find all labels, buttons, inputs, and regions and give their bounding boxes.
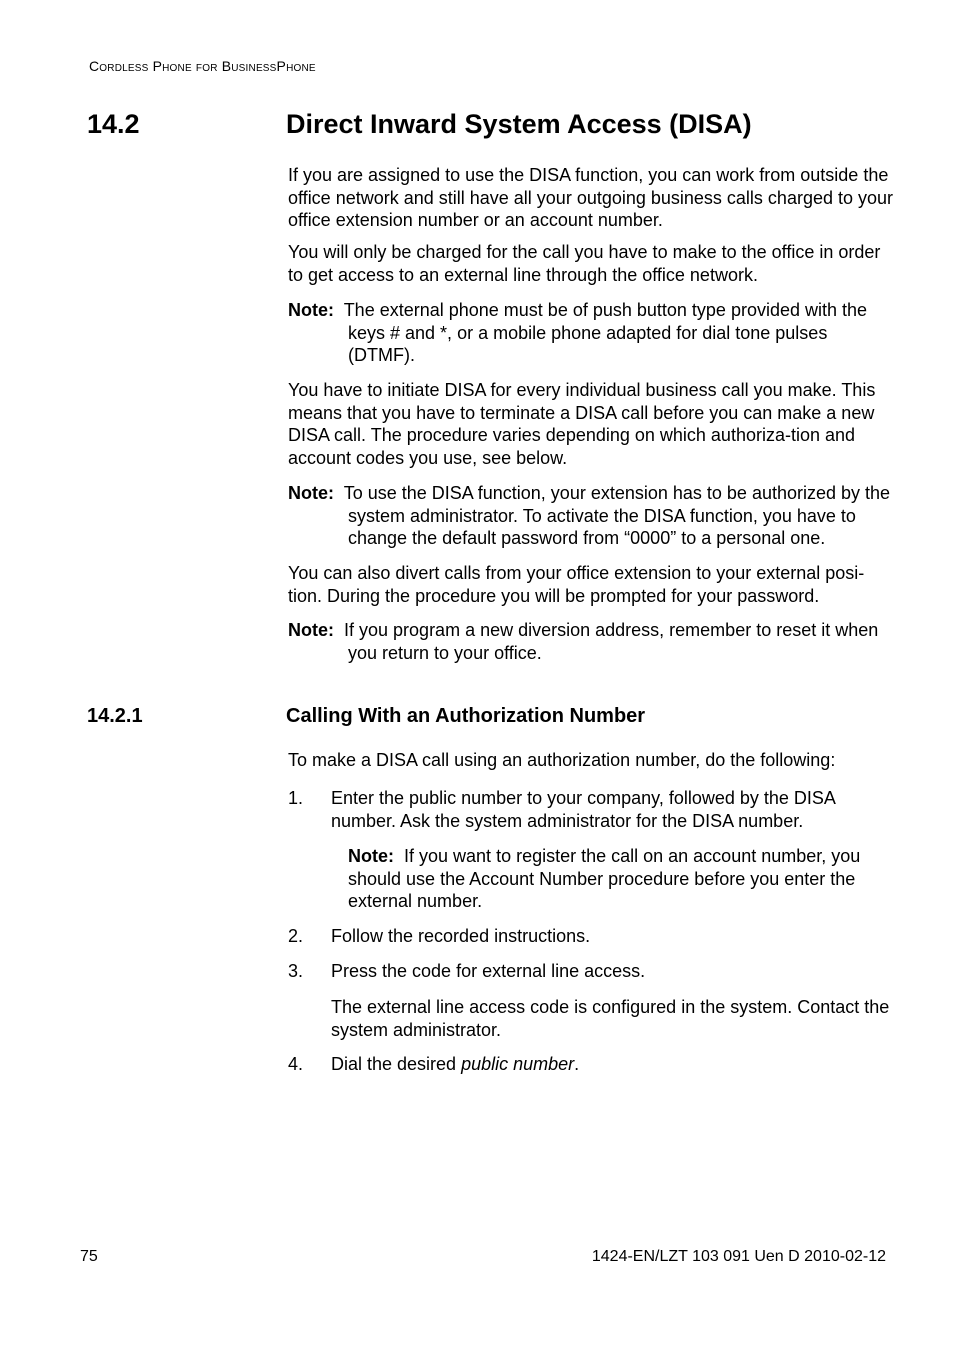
note-label: Note: xyxy=(348,846,394,866)
section-number: 14.2 xyxy=(87,109,140,139)
paragraph-text: If you are assigned to use the DISA function, you can work from outside the office network and still have all your outgoing business calls charged to your office extension number or an account number. xyxy=(288,165,894,230)
note-label: Note: xyxy=(288,483,334,503)
note-text: If you program a new diversion address, remember to reset it when you return to your office. xyxy=(344,620,879,663)
note-text: If you want to register the call on an account number, you should use the Account Number procedure before you enter the external number. xyxy=(348,846,861,911)
paragraph xyxy=(288,379,896,469)
paragraph-text: You can also divert calls from your office extension to your external posi-tion. During the procedure you will be prompted for your password. xyxy=(288,563,865,606)
note xyxy=(288,619,896,664)
paragraph xyxy=(288,164,896,232)
document-id: 1424-EN/LZT 103 091 Uen D 2010-02-12 xyxy=(591,1248,886,1265)
paragraph xyxy=(288,562,896,607)
paragraph xyxy=(288,241,896,286)
step-text xyxy=(331,1053,896,1076)
step-note xyxy=(348,845,896,913)
step-number: 3. xyxy=(288,961,304,981)
step-detail: The external line access code is configured in the system. Contact the system administrator. xyxy=(331,997,890,1040)
note-label: Note: xyxy=(288,620,334,640)
note-label: Note: xyxy=(288,300,334,320)
running-header: Cordless Phone for BusinessPhone xyxy=(89,58,316,74)
note xyxy=(288,482,896,550)
step-number: 2. xyxy=(288,926,304,946)
step-text: Follow the recorded instructions. xyxy=(331,926,591,946)
step-text: Enter the public number to your company, followed by the DISA number. Ask the system administrator for the DISA number. xyxy=(331,788,835,831)
subsection-number: 14.2.1 xyxy=(87,705,143,727)
section-title: Direct Inward System Access (DISA) xyxy=(286,109,752,139)
subsection-title: Calling With an Authorization Number xyxy=(286,705,646,727)
step-text-emphasis: public number xyxy=(461,1054,575,1074)
note xyxy=(288,299,896,367)
note-text: The external phone must be of push button type provided with the keys # and *, or a mobile phone adapted for dial tone pulses (DTMF). xyxy=(343,300,868,365)
paragraph-text: You have to initiate DISA for every individual business call you make. This means that you have to terminate a DISA call before you can make a new DISA call. The procedure varies depending on which authoriza-tion and account codes you use, see below. xyxy=(288,380,876,468)
paragraph-text: To make a DISA call using an authorization number, do the following: xyxy=(288,750,836,770)
step-text: Press the code for external line access. xyxy=(331,961,646,981)
step-number: 4. xyxy=(288,1054,304,1074)
step-text-start: Dial the desired xyxy=(331,1054,462,1074)
note-text: To use the DISA function, your extension has to be authorized by the system administrator. To activate the DISA function, you have to change the default password from “0000” to a personal one. xyxy=(343,483,891,548)
page-number: 75 xyxy=(80,1248,98,1265)
step-number: 1. xyxy=(288,788,304,808)
paragraph xyxy=(288,749,896,772)
paragraph-text: You will only be charged for the call you have to make to the office in order to get access to an external line through the office network. xyxy=(288,242,881,285)
step-text-end: . xyxy=(574,1054,580,1074)
